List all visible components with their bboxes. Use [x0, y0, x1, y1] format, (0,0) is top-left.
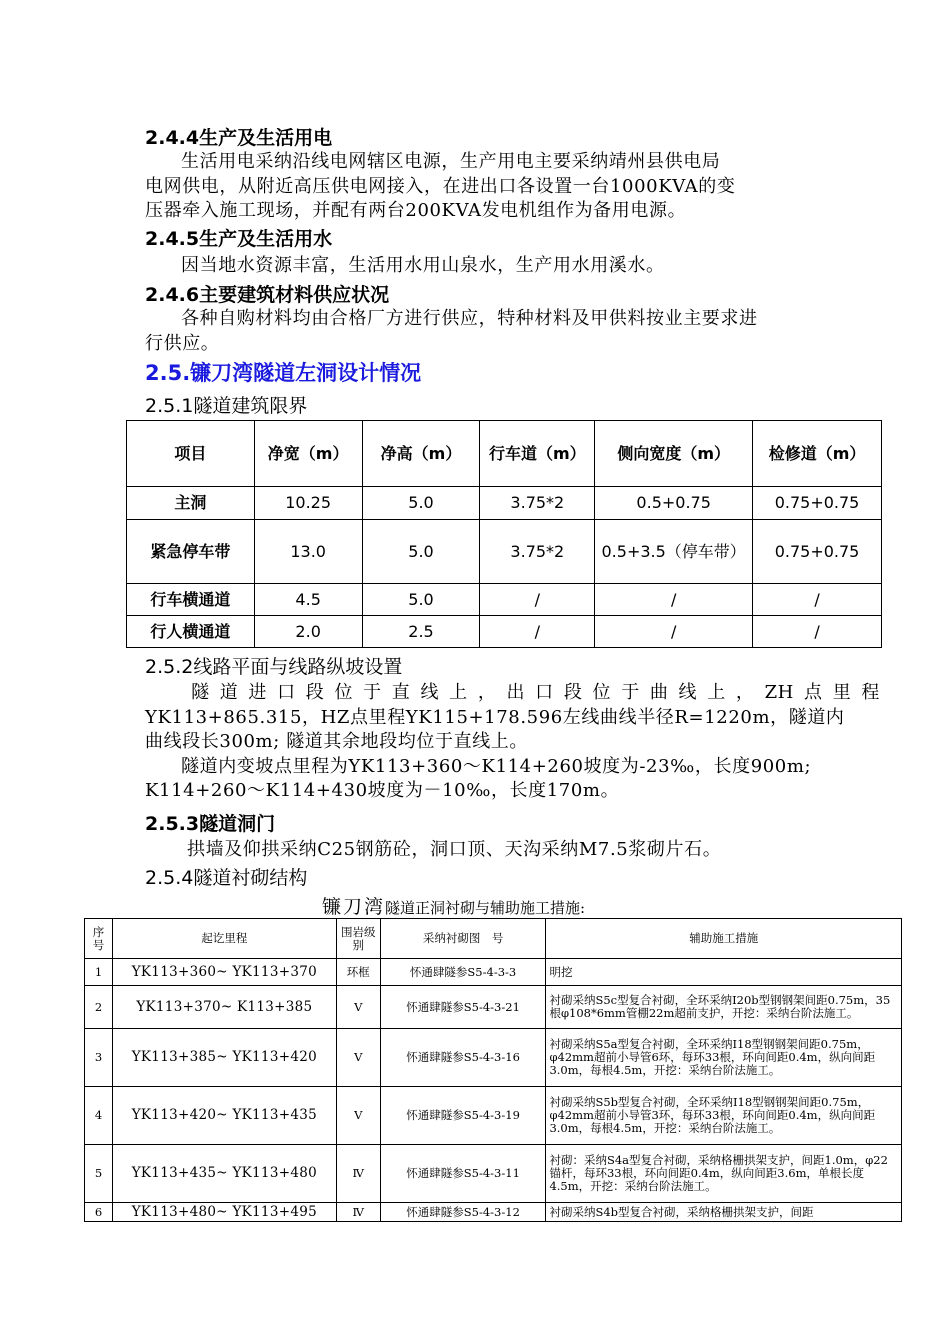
table-cell: 主洞 — [127, 487, 255, 520]
table-cell: 怀通肆隧参S5-4-3-16 — [380, 1029, 546, 1087]
table-cell: / — [595, 616, 753, 648]
paragraph-line: 隧道进口段位于直线上，出口段位于曲线上，ZH点里程 — [181, 682, 880, 703]
table-cell: 行人横通道 — [127, 616, 255, 648]
table-row — [127, 487, 882, 520]
table-caption — [322, 892, 585, 919]
paragraph-line: 拱墙及仰拱采纳C25钢筋砼，洞口顶、天沟采纳M7.5浆砌片石。 — [187, 839, 722, 860]
table-cell: / — [595, 584, 753, 616]
table-cell: 5.0 — [362, 520, 480, 584]
table-cell: 0.5+0.75 — [595, 487, 753, 520]
table-cell: Ⅴ — [336, 1087, 380, 1145]
heading-2-5-1: 2.5.1隧道建筑限界 — [145, 395, 308, 417]
heading-2-5-4: 2.5.4隧道衬砌结构 — [145, 867, 308, 889]
table-row — [127, 584, 882, 616]
table-row — [85, 1203, 902, 1222]
table-cell: 怀通肆隧参S5-4-3-11 — [380, 1145, 546, 1203]
header-cell: 净宽（m） — [254, 421, 362, 487]
table-cell: 衬砌采纳S5b型复合衬砌，全环采纳I18型钢钢架间距0.75m，φ42mm超前小导管3环，每环33根，环向间距0.4m，纵向间距3.0m，每根4.5m，开挖：采纳台阶法施工。 — [546, 1087, 902, 1145]
table-cell: 10.25 — [254, 487, 362, 520]
table-cell: Ⅳ — [336, 1203, 380, 1222]
table-cell: Ⅳ — [336, 1145, 380, 1203]
heading-2-4-5: 2.4.5生产及生活用水 — [145, 228, 333, 250]
table-header-row — [127, 421, 882, 487]
table-cell: YK113+360~ YK113+370 — [112, 959, 336, 986]
table-cell: YK113+385~ YK113+420 — [112, 1029, 336, 1087]
header-cell: 起讫里程 — [112, 919, 336, 959]
header-cell: 项目 — [127, 421, 255, 487]
table-row — [127, 616, 882, 648]
paragraph-line: 曲线段长300m; 隧道其余地段均位于直线上。 — [145, 731, 529, 752]
table-cell: / — [753, 616, 882, 648]
table-cell: 衬砌采纳S5c型复合衬砌，全环采纳I20b型钢钢架间距0.75m，35根φ108*6mm管棚22m超前支护，开挖：采纳台阶法施工。 — [546, 986, 902, 1029]
table-cell: Ⅴ — [336, 986, 380, 1029]
table-cell: 3.75*2 — [480, 487, 595, 520]
table-cell: 2 — [85, 986, 113, 1029]
table-cell: Ⅴ — [336, 1029, 380, 1087]
paragraph-line: 隧道内变坡点里程为YK113+360～K114+260坡度为-23‰，长度900m; — [181, 755, 812, 777]
header-cell: 侧向宽度（m） — [595, 421, 753, 487]
table-cell: YK113+435~ YK113+480 — [112, 1145, 336, 1203]
table-cell: YK113+420~ YK113+435 — [112, 1087, 336, 1145]
table-cell: 行车横通道 — [127, 584, 255, 616]
paragraph-line: 电网供电，从附近高压供电网接入，在进出口各设置一台1000KVA的变 — [145, 175, 736, 197]
heading-2-4-4: 2.4.4生产及生活用电 — [145, 127, 333, 149]
table-cell: 怀通肆隧参S5-4-3-21 — [380, 986, 546, 1029]
table-cell: 3 — [85, 1029, 113, 1087]
header-cell: 行车道（m） — [480, 421, 595, 487]
paragraph-alignment — [145, 681, 880, 804]
table-row — [85, 1145, 902, 1203]
paragraph-line: YK113+865.315，HZ点里程YK115+178.596左线曲线半径R=1220m，隧道内 — [145, 706, 845, 728]
table-cell: 0.75+0.75 — [753, 487, 882, 520]
table-cell: 2.5 — [362, 616, 480, 648]
caption-text: 隧道正洞衬砌与辅助施工措施: — [385, 899, 586, 917]
table-cell: 怀通肆隧参S5-4-3-3 — [380, 959, 546, 986]
heading-2-5-2: 2.5.2线路平面与线路纵坡设置 — [145, 656, 403, 678]
table-cell: / — [480, 616, 595, 648]
table-cell: 衬砌采纳S5a型复合衬砌，全环采纳I18型钢钢架间距0.75m，φ42mm超前小导管6环，每环33根，环向间距0.4m，纵向间距3.0m，每根4.5m，开挖：采纳台阶法施工。 — [546, 1029, 902, 1087]
header-cell: 序号 — [85, 919, 113, 959]
table-row — [85, 959, 902, 986]
paragraph-line: 生活用电采纳沿线电网辖区电源，生产用电主要采纳靖州县供电局 — [181, 151, 721, 172]
table-header-row — [85, 919, 902, 959]
header-cell: 辅助施工措施 — [546, 919, 902, 959]
paragraph-line: K114+260～K114+430坡度为－10‰，长度170m。 — [145, 780, 620, 801]
lining-table — [84, 918, 902, 1222]
table-cell: 3.75*2 — [480, 520, 595, 584]
table-cell: 衬砌采纳S4b型复合衬砌，采纳格栅拱架支护，间距 — [546, 1203, 902, 1222]
table-row — [85, 1087, 902, 1145]
table-cell: 环框 — [336, 959, 380, 986]
paragraph-water — [145, 254, 880, 279]
paragraph-power — [145, 150, 880, 224]
table-cell: 2.0 — [254, 616, 362, 648]
header-cell: 采纳衬砌图 号 — [380, 919, 546, 959]
paragraph-line: 各种自购材料均由合格厂方进行供应，特种材料及甲供料按业主要求进 — [181, 308, 758, 329]
table-cell: / — [480, 584, 595, 616]
table-cell: 1 — [85, 959, 113, 986]
table-row — [85, 1029, 902, 1087]
table-cell: YK113+370~ K113+385 — [112, 986, 336, 1029]
table-row — [85, 986, 902, 1029]
heading-2-5-3: 2.5.3隧道洞门 — [145, 813, 276, 835]
table-row — [127, 520, 882, 584]
clearance-table — [126, 420, 882, 648]
table-cell: 5.0 — [362, 487, 480, 520]
table-cell: YK113+480~ YK113+495 — [112, 1203, 336, 1222]
header-cell: 围岩级别 — [336, 919, 380, 959]
heading-2-5: 2.5.镰刀湾隧道左洞设计情况 — [145, 361, 422, 385]
paragraph-portal — [145, 838, 880, 863]
table-cell: / — [753, 584, 882, 616]
paragraph-line: 压器牵入施工现场，并配有两台200KVA发电机组作为备用电源。 — [145, 200, 687, 221]
table-cell: 5.0 — [362, 584, 480, 616]
paragraph-line: 行供应。 — [145, 332, 220, 354]
table-cell: 0.75+0.75 — [753, 520, 882, 584]
header-cell: 检修道（m） — [753, 421, 882, 487]
table-cell: 衬砌：采纳S4a型复合衬砌，采纳格栅拱架支护，间距1.0m，φ22锚杆，每环33根，环向间距0.4m，纵向间距3.6m，单根长度4.5m，开挖：采纳台阶法施工。 — [546, 1145, 902, 1203]
paragraph-materials — [145, 307, 880, 356]
table-cell: 怀通肆隧参S5-4-3-12 — [380, 1203, 546, 1222]
caption-tunnel-name: 镰刀湾 — [322, 896, 386, 918]
table-cell: 4.5 — [254, 584, 362, 616]
table-cell: 6 — [85, 1203, 113, 1222]
header-cell: 净高（m） — [362, 421, 480, 487]
table-cell: 明挖 — [546, 959, 902, 986]
heading-2-4-6: 2.4.6主要建筑材料供应状况 — [145, 284, 390, 306]
table-cell: 怀通肆隧参S5-4-3-19 — [380, 1087, 546, 1145]
table-cell: 4 — [85, 1087, 113, 1145]
paragraph-line: 因当地水资源丰富，生活用水用山泉水，生产用水用溪水。 — [181, 255, 665, 276]
table-cell: 13.0 — [254, 520, 362, 584]
table-cell: 0.5+3.5（停车带） — [595, 520, 753, 584]
table-cell: 紧急停车带 — [127, 520, 255, 584]
table-cell: 5 — [85, 1145, 113, 1203]
